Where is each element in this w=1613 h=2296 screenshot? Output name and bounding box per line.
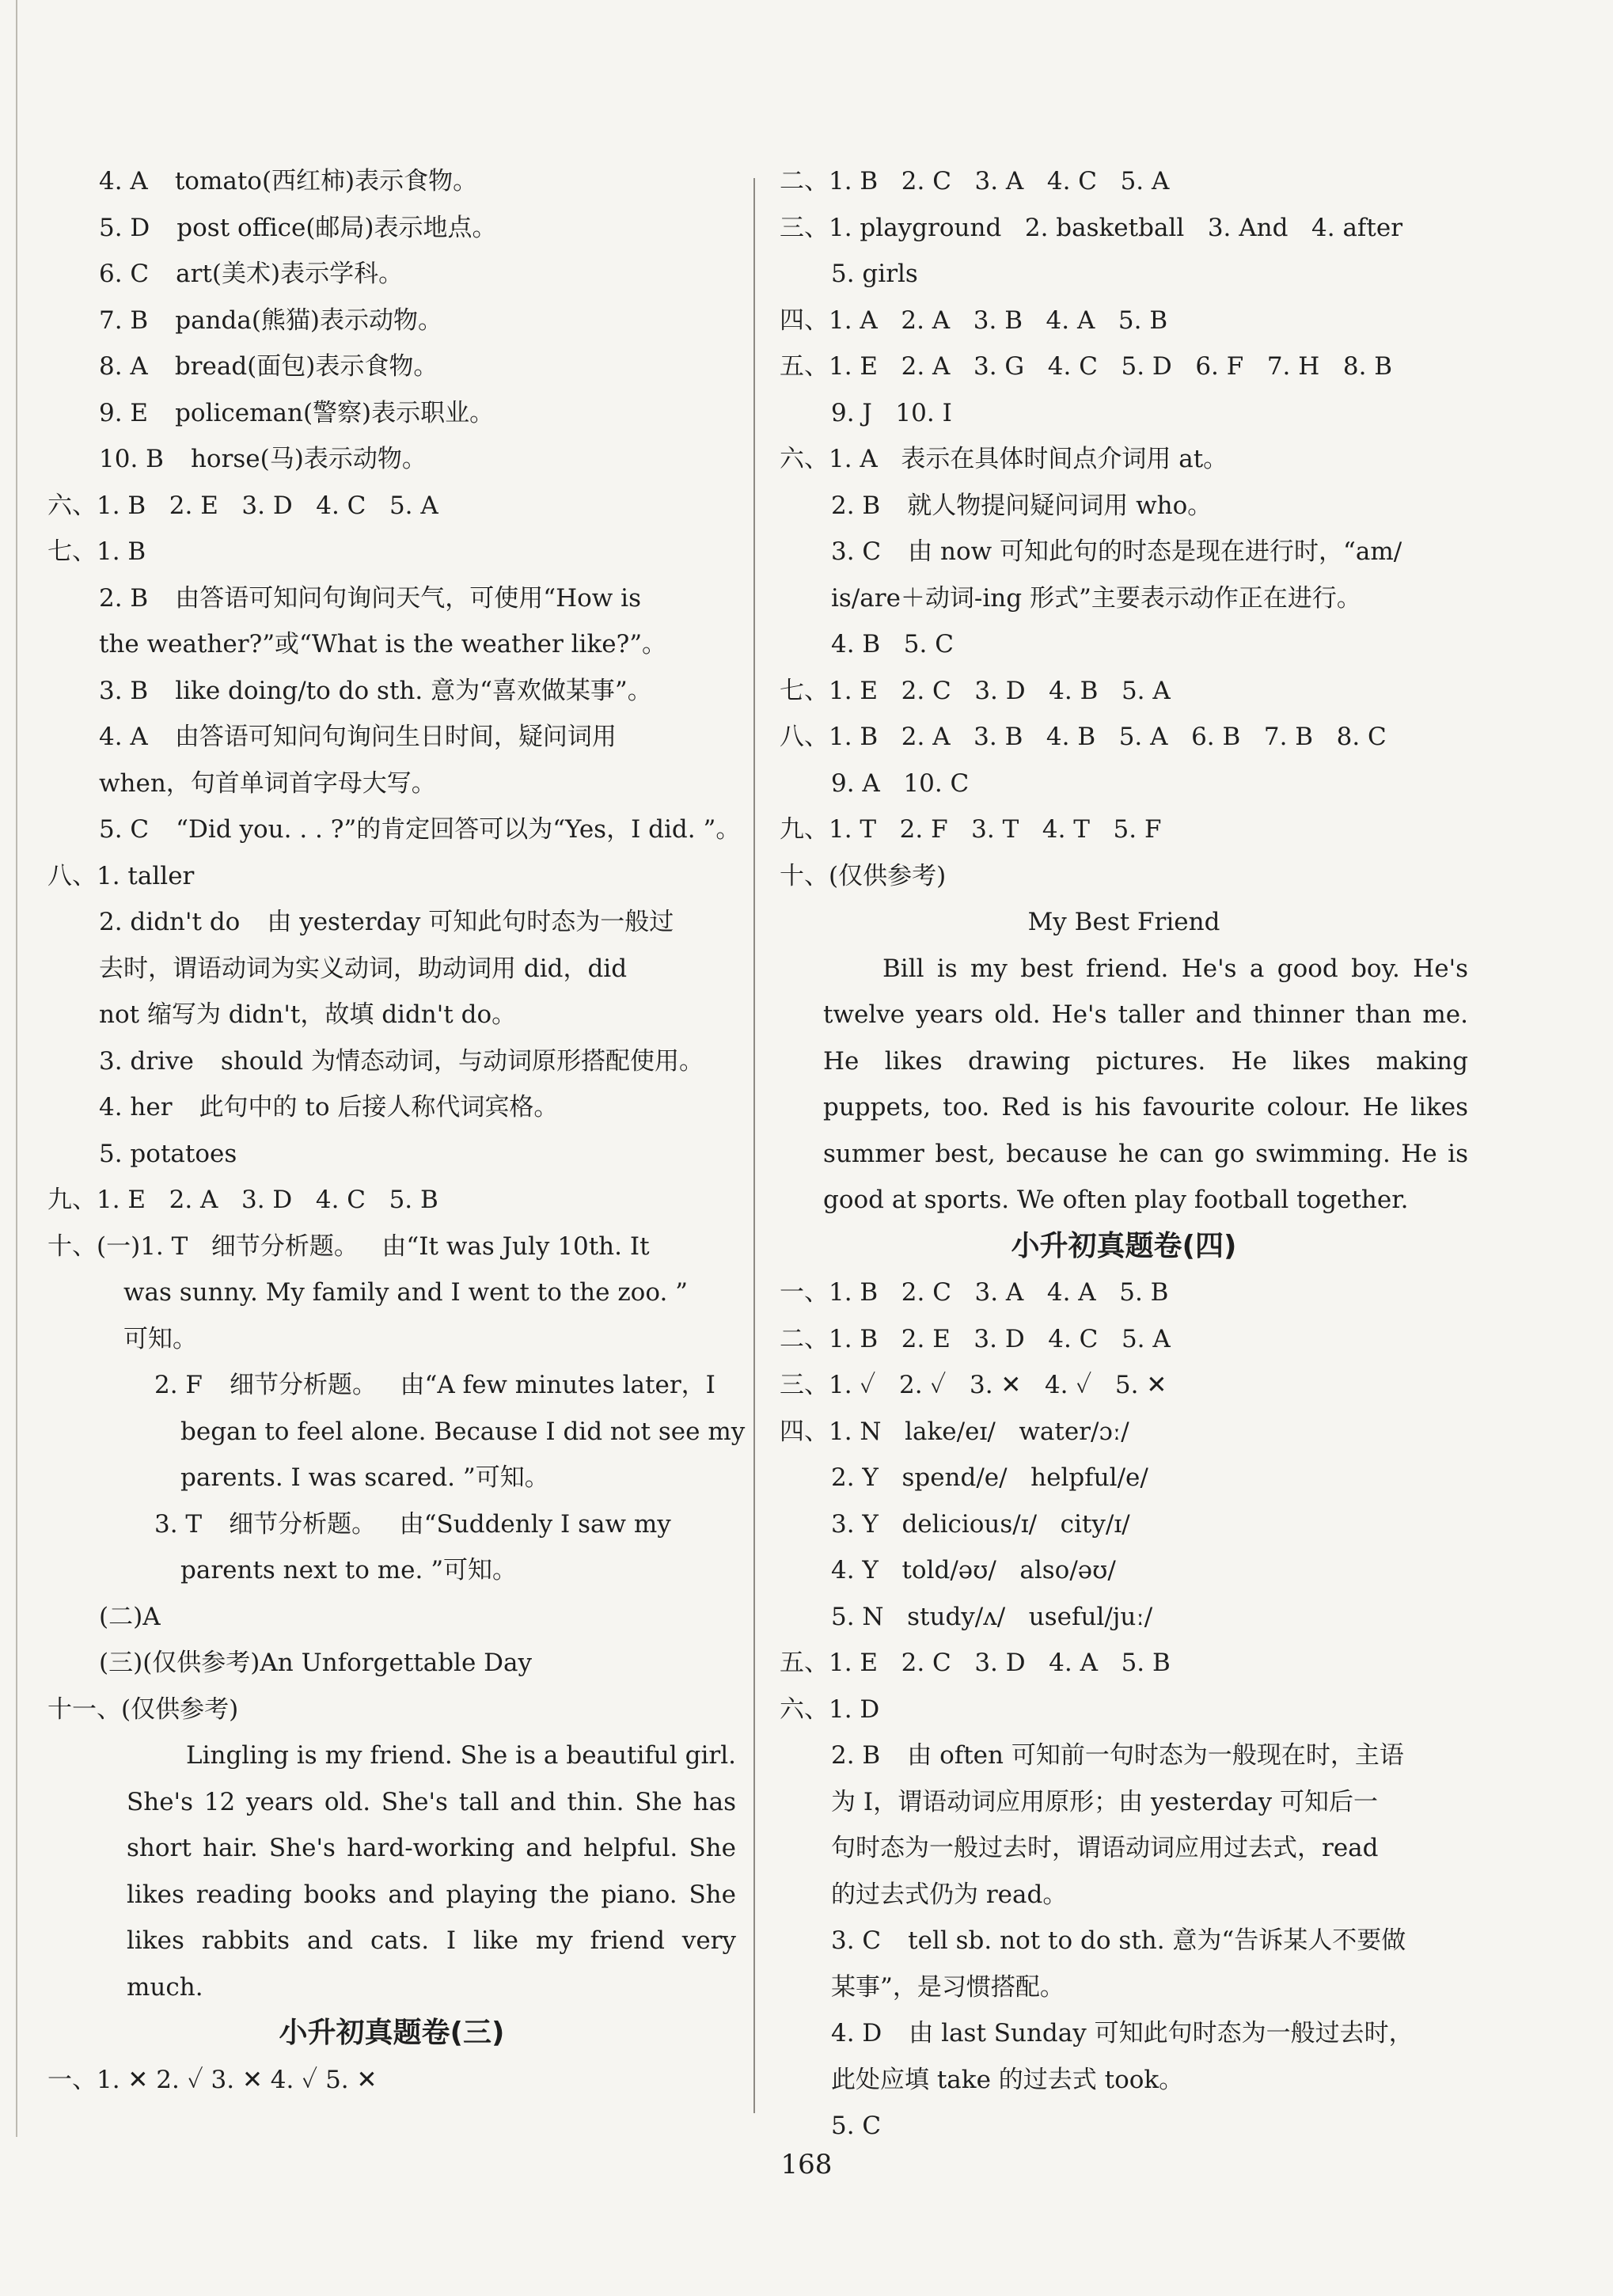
answer-line bbox=[47, 621, 736, 668]
answer-line bbox=[780, 1547, 1468, 1594]
item-text: 六、1. A 表示在具体时间点介词用 at。 bbox=[780, 445, 1228, 473]
item-text: was sunny. My family and I went to the zoo. ” bbox=[123, 1278, 689, 1307]
section-title-4: 小升初真题卷(四) bbox=[1011, 1229, 1237, 1262]
item-number: 2. B bbox=[831, 1741, 881, 1770]
right-answer-lines bbox=[780, 158, 1468, 899]
item-text: art(美术)表示学科。 bbox=[176, 260, 404, 288]
item-text: 由 often 可知前一句时态为一般现在时，主语 bbox=[907, 1741, 1404, 1770]
answer-line bbox=[780, 853, 1468, 900]
answer-line bbox=[47, 1640, 736, 1687]
answer-line bbox=[47, 483, 736, 529]
answer-line bbox=[780, 390, 1468, 437]
item-text: 四、1. A 2. A 3. B 4. A 5. B bbox=[780, 306, 1168, 335]
item-text: 去时，谓语动词为实义动词，助动词用 did，did bbox=[99, 954, 628, 983]
answer-line bbox=[47, 1084, 736, 1131]
item-text: 八、1. taller bbox=[47, 861, 195, 890]
item-number: 4. her bbox=[99, 1093, 173, 1121]
answer-line bbox=[780, 1455, 1468, 1501]
item-text: “Did you. . . ?”的肯定回答可以为“Yes，I did. ”。 bbox=[176, 815, 741, 844]
answer-line bbox=[780, 806, 1468, 853]
item-number: 4. A bbox=[99, 723, 148, 751]
answer-line bbox=[47, 1687, 736, 1733]
item-text: 5. N study/ʌ/ useful/juː/ bbox=[831, 1602, 1153, 1631]
answer-line bbox=[47, 1455, 736, 1501]
item-text: 句时态为一般过去时，谓语动词应用过去式，read bbox=[831, 1834, 1379, 1862]
right-column bbox=[780, 158, 1468, 2150]
item-text: post office(邮局)表示地点。 bbox=[176, 213, 497, 242]
answer-line bbox=[780, 205, 1468, 252]
answer-line bbox=[47, 575, 736, 622]
item-text: 由答语可知问句询问生日时间，疑问词用 bbox=[174, 723, 617, 751]
item-text: 由答语可知问句询问天气，可使用“How is bbox=[175, 583, 641, 613]
answer-line bbox=[780, 761, 1468, 807]
answer-line bbox=[47, 946, 736, 992]
answer-line bbox=[780, 1825, 1468, 1872]
item-text: 细节分析题。 由“A few minutes later，I bbox=[229, 1371, 715, 1399]
item-text: began to feel alone. Because I did not see my bbox=[180, 1417, 746, 1446]
item-text: 十、(仅供参考) bbox=[780, 861, 947, 890]
item-text: 十一、(仅供参考) bbox=[47, 1694, 239, 1724]
item-number: 3. C bbox=[831, 537, 882, 566]
left-sample-essay: Lingling is my friend. She is a beautiful girl. She's 12 years old. She's tall and thin. She has short hair. She's hard-working and helpful. She likes reading books and playing the piano. She likes rabbits and cats. I like my friend very much. bbox=[127, 1741, 736, 2002]
item-number: 8. A bbox=[99, 352, 148, 381]
answer-line bbox=[780, 1640, 1468, 1687]
item-text: bread(面包)表示食物。 bbox=[174, 352, 438, 381]
item-text: 二、1. B 2. C 3. A 4. C 5. A bbox=[780, 167, 1170, 195]
item-text: 六、1. B 2. E 3. D 4. C 5. A bbox=[47, 491, 438, 520]
answer-line bbox=[780, 1779, 1468, 1826]
item-text: 十、(一)1. T 细节分析题。 由“It was July 10th. It bbox=[47, 1231, 650, 1261]
binding-edge bbox=[0, 0, 17, 2137]
answer-line bbox=[47, 1594, 736, 1641]
item-text: 二、1. B 2. E 3. D 4. C 5. A bbox=[780, 1324, 1171, 1353]
answer-line bbox=[47, 853, 736, 900]
answer-line bbox=[47, 158, 736, 205]
answer-line bbox=[780, 1594, 1468, 1641]
left-column bbox=[47, 158, 746, 2103]
answer-line bbox=[780, 251, 1468, 298]
answer-line bbox=[780, 714, 1468, 761]
answer-line bbox=[47, 761, 736, 807]
item-text: 为 I，谓语动词应用原形；由 yesterday 可知后一 bbox=[831, 1787, 1379, 1816]
item-text: 五、1. E 2. C 3. D 4. A 5. B bbox=[780, 1649, 1171, 1677]
item-number: 4. D bbox=[831, 2019, 882, 2047]
answer-line bbox=[780, 298, 1468, 344]
column-divider bbox=[753, 178, 755, 2113]
answer-line bbox=[47, 899, 736, 946]
answer-line bbox=[47, 529, 736, 575]
item-text: 细节分析题。 由“Suddenly I saw my bbox=[229, 1509, 671, 1539]
item-text: is/are＋动词-ing 形式”主要表示动作正在进行。 bbox=[831, 583, 1361, 613]
answer-line bbox=[780, 1501, 1468, 1548]
answer-line bbox=[47, 668, 736, 715]
item-text: tomato(西红柿)表示食物。 bbox=[174, 167, 478, 195]
answer-line bbox=[47, 1316, 736, 1363]
answer-line: 一、1. ✕ 2. ✓ 3. ✕ 4. ✓ 5. ✕ bbox=[47, 2065, 378, 2094]
answer-line bbox=[780, 436, 1468, 483]
answer-line bbox=[47, 251, 736, 298]
item-text: 三、1. playground 2. basketball 3. And 4. after bbox=[780, 213, 1403, 242]
answer-line bbox=[47, 714, 736, 761]
item-text: 四、1. N lake/eɪ/ water/ɔː/ bbox=[780, 1417, 1129, 1446]
answer-line bbox=[780, 1964, 1468, 2011]
answer-line bbox=[780, 1732, 1468, 1779]
item-text: 九、1. E 2. A 3. D 4. C 5. B bbox=[47, 1186, 438, 1214]
item-text: 4. Y told/əʊ/ also/əʊ/ bbox=[831, 1556, 1116, 1584]
answer-line bbox=[47, 390, 736, 437]
answer-line bbox=[780, 1316, 1468, 1363]
item-text: 七、1. E 2. C 3. D 4. B 5. A bbox=[780, 676, 1171, 705]
item-text: 九、1. T 2. F 3. T 4. T 5. F bbox=[780, 815, 1162, 844]
answer-line bbox=[47, 1362, 736, 1409]
answer-line bbox=[47, 298, 736, 344]
item-number: 2. F bbox=[154, 1371, 203, 1399]
item-text: 5. girls bbox=[831, 260, 918, 288]
item-text: 由 yesterday 可知此句时态为一般过 bbox=[267, 908, 674, 936]
answer-line bbox=[47, 1269, 736, 1316]
answer-line bbox=[780, 1362, 1468, 1409]
answer-line bbox=[47, 436, 736, 483]
item-number: 5. C bbox=[99, 815, 150, 844]
answer-line bbox=[47, 1131, 736, 1178]
item-number: 2. B bbox=[831, 491, 881, 520]
essay-title: My Best Friend bbox=[1027, 908, 1220, 936]
item-text: 此处应填 take 的过去式 took。 bbox=[831, 2065, 1184, 2094]
answer-line bbox=[47, 1501, 736, 1548]
answer-line bbox=[780, 2103, 1468, 2150]
answer-line bbox=[47, 1547, 736, 1594]
answer-line bbox=[780, 621, 1468, 668]
answer-line bbox=[780, 2057, 1468, 2104]
item-text: 八、1. B 2. A 3. B 4. B 5. A 6. B 7. B 8. C bbox=[780, 723, 1387, 751]
answer-line bbox=[47, 1224, 736, 1270]
answer-line bbox=[47, 343, 736, 390]
item-text: parents next to me. ”可知。 bbox=[180, 1556, 518, 1584]
item-text: 的过去式仍为 read。 bbox=[831, 1880, 1068, 1909]
answer-line bbox=[780, 529, 1468, 575]
item-text: 某事”，是习惯搭配。 bbox=[831, 1972, 1065, 2002]
item-text: parents. I was scared. ”可知。 bbox=[180, 1463, 549, 1492]
item-text: not 缩写为 didn't，故填 didn't do。 bbox=[99, 1000, 517, 1029]
answer-line bbox=[780, 575, 1468, 622]
item-text: (二)A bbox=[99, 1602, 161, 1631]
item-text: policeman(警察)表示职业。 bbox=[175, 398, 495, 427]
item-number: 10. B bbox=[99, 445, 164, 473]
item-text: 2. Y spend/e/ helpful/e/ bbox=[831, 1463, 1148, 1492]
item-number: 3. drive bbox=[99, 1046, 194, 1076]
item-text: 9. J 10. I bbox=[831, 398, 952, 427]
left-answer-lines bbox=[47, 158, 746, 1732]
item-text: horse(马)表示动物。 bbox=[190, 445, 427, 473]
item-number: 9. E bbox=[99, 398, 149, 427]
item-text: 三、1. ✓ 2. ✓ 3. ✕ 4. ✓ 5. ✕ bbox=[780, 1371, 1167, 1399]
item-number: 3. T bbox=[154, 1509, 203, 1539]
item-text: 一、1. B 2. C 3. A 4. A 5. B bbox=[780, 1278, 1169, 1307]
item-text: 七、1. B bbox=[47, 537, 146, 566]
item-text: when，句首单词首字母大写。 bbox=[99, 768, 436, 798]
answer-line bbox=[780, 668, 1468, 715]
item-text: 就人物提问疑问词用 who。 bbox=[907, 491, 1213, 520]
right-answer-lines-2 bbox=[780, 1269, 1468, 2150]
item-number: 7. B bbox=[99, 306, 149, 335]
item-number: 4. A bbox=[99, 167, 148, 195]
answer-line bbox=[780, 483, 1468, 529]
item-text: 五、1. E 2. A 3. G 4. C 5. D 6. F 7. H 8. B bbox=[780, 352, 1393, 381]
answer-line bbox=[780, 2010, 1468, 2057]
item-text: 5. C bbox=[831, 2112, 882, 2140]
answer-line bbox=[780, 1687, 1468, 1733]
item-text: 4. B 5. C bbox=[831, 630, 954, 658]
item-text: 六、1. D bbox=[780, 1694, 880, 1724]
answer-line bbox=[780, 1918, 1468, 1964]
answer-line bbox=[780, 343, 1468, 390]
item-number: 3. C bbox=[831, 1926, 882, 1955]
item-text: should 为情态动词，与动词原形搭配使用。 bbox=[220, 1046, 704, 1076]
item-text: 此句中的 to 后接人称代词宾格。 bbox=[199, 1093, 559, 1121]
item-text: (三)(仅供参考)An Unforgettable Day bbox=[99, 1649, 533, 1677]
answer-line bbox=[47, 205, 736, 252]
right-sample-essay: Bill is my best friend. He's a good boy. He's twelve years old. He's taller and thinner than me. He likes drawing pictures. He likes making puppets, too. Red is his favourite colour. He likes summer best, because he can go swimming. He is good at sports. We often play football together. bbox=[823, 954, 1468, 1214]
item-text: like doing/to do sth. 意为“喜欢做某事”。 bbox=[175, 676, 652, 705]
item-number: 3. B bbox=[99, 676, 149, 705]
item-number: 6. C bbox=[99, 260, 150, 288]
item-number: 2. didn't do bbox=[99, 908, 241, 936]
item-text: 由 now 可知此句的时态是现在进行时，“am/ bbox=[908, 537, 1402, 566]
item-text: tell sb. not to do sth. 意为“告诉某人不要做 bbox=[908, 1926, 1406, 1955]
answer-line bbox=[780, 1872, 1468, 1918]
answer-line bbox=[780, 1409, 1468, 1455]
answer-line bbox=[780, 158, 1468, 205]
answer-line bbox=[47, 1409, 746, 1455]
answer-line bbox=[47, 1177, 736, 1224]
item-text: 3. Y delicious/ɪ/ city/ɪ/ bbox=[831, 1509, 1130, 1539]
item-text: 9. A 10. C bbox=[831, 768, 970, 798]
answer-line bbox=[780, 1269, 1468, 1316]
answer-line bbox=[47, 1038, 736, 1085]
item-number: 2. B bbox=[99, 583, 149, 613]
item-number: 5. D bbox=[99, 213, 150, 242]
item-text: panda(熊猫)表示动物。 bbox=[175, 306, 443, 335]
answer-line bbox=[47, 806, 741, 853]
page-number: 168 bbox=[780, 2149, 833, 2180]
item-number: 5. potatoes bbox=[99, 1139, 237, 1168]
item-text: the weather?”或“What is the weather like?”。 bbox=[99, 630, 667, 658]
section-title-3: 小升初真题卷(三) bbox=[279, 2017, 505, 2049]
answer-line bbox=[47, 992, 736, 1038]
item-text: 由 last Sunday 可知此句时态为一般过去时， bbox=[909, 2019, 1414, 2047]
item-text: 可知。 bbox=[123, 1324, 197, 1353]
